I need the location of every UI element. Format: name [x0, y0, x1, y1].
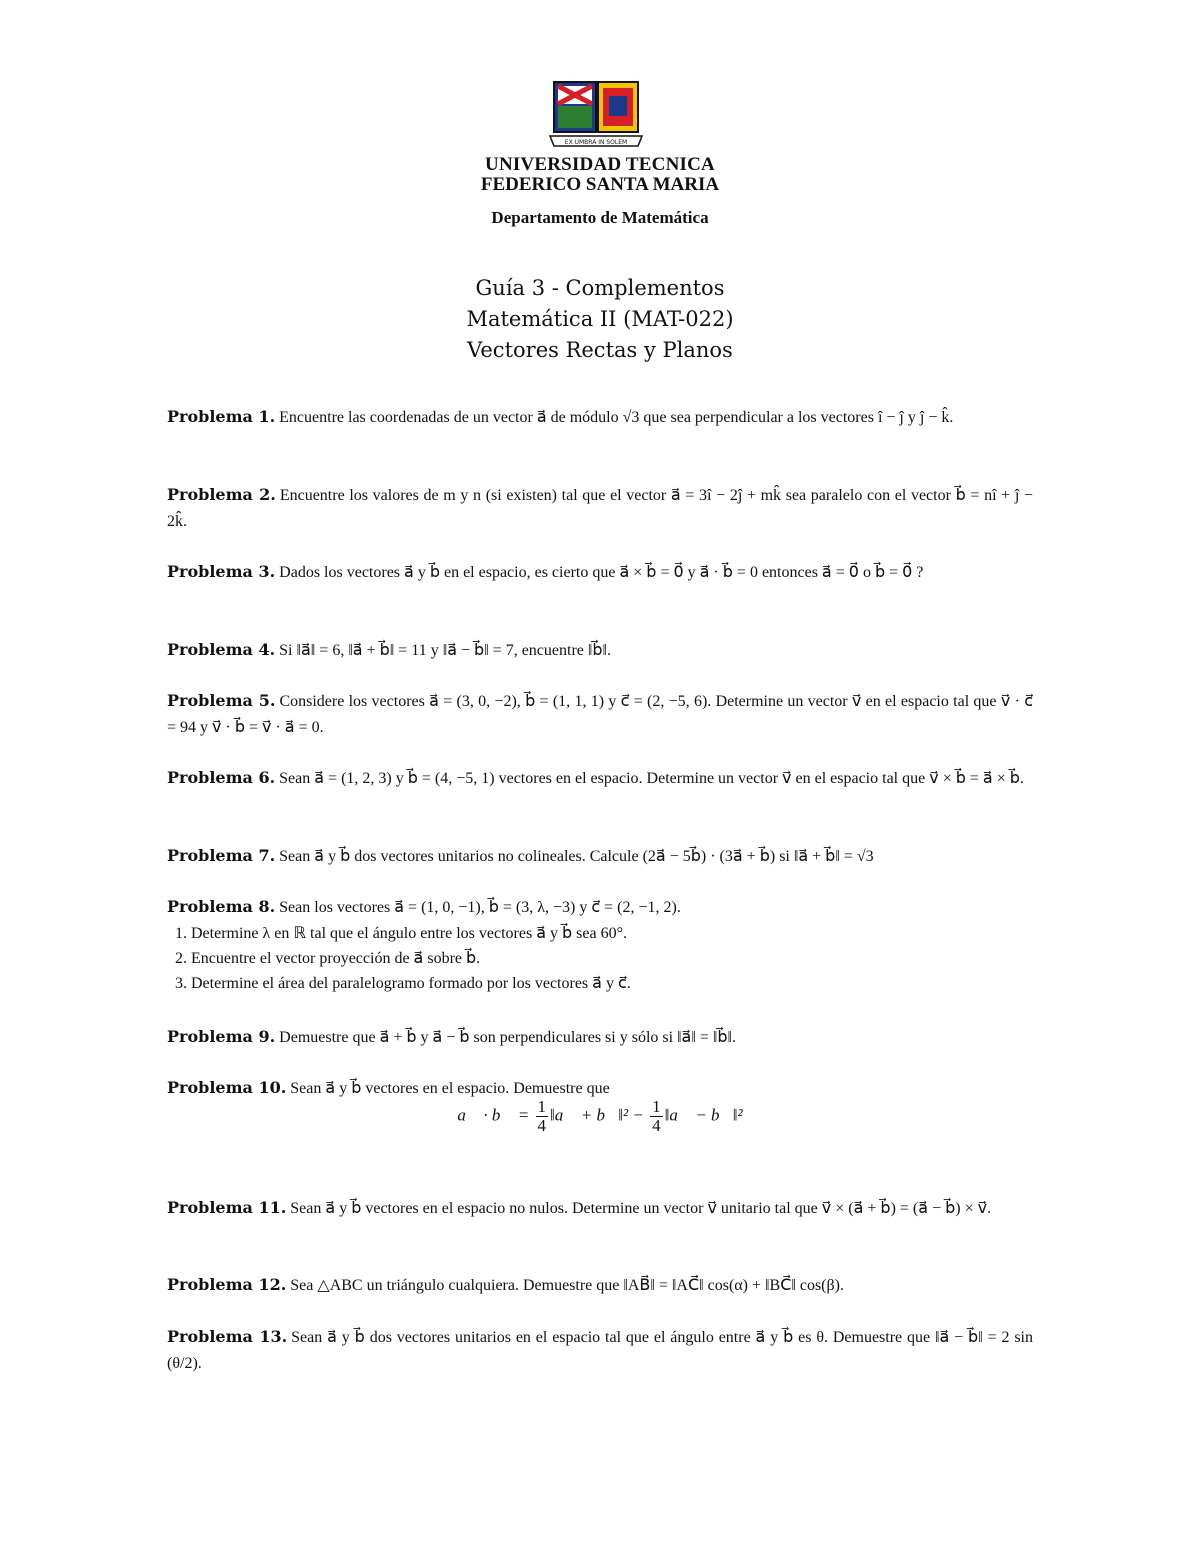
- list-item: 3. Determine el área del paralelogramo formado por los vectores a⃗ y c⃗.: [191, 971, 1033, 996]
- problem-label: Problema 13.: [167, 1327, 288, 1346]
- list-item: 1. Determine λ en ℝ tal que el ángulo entre los vectores a⃗ y b⃗ sea 60°.: [191, 921, 1033, 946]
- problem-text: Sean a⃗ = (1, 2, 3) y b⃗ = (4, −5, 1) vectores en el espacio. Determine un vector v⃗ en el espacio tal que v⃗ × b⃗ = a⃗ × b⃗.: [279, 770, 1024, 787]
- problem-text: Sean a⃗ y b⃗ vectores en el espacio. Demuestre que: [290, 1080, 610, 1097]
- equation-lhs: a⃗ · b⃗ =: [457, 1105, 530, 1125]
- problem-text: Dados los vectores a⃗ y b⃗ en el espacio, es cierto que a⃗ × b⃗ = 0⃗ y a⃗ · b⃗ = 0 entonces a⃗ = 0⃗ o b⃗ = 0⃗ ?: [279, 564, 924, 581]
- problem-text: Si ‖a⃗‖ = 6, ‖a⃗ + b⃗‖ = 11 y ‖a⃗ − b⃗‖ = 7, encuentre ‖b⃗‖.: [279, 642, 612, 659]
- problem-label: Problema 7.: [167, 846, 276, 865]
- university-crest-logo: [546, 80, 646, 154]
- problem-11: [167, 1195, 1033, 1222]
- problem-label: Problema 10.: [167, 1078, 287, 1097]
- problem-text: Demuestre que a⃗ + b⃗ y a⃗ − b⃗ son perpendiculares si y sólo si ‖a⃗‖ = ‖b⃗‖.: [279, 1029, 737, 1046]
- problem-text: Sean a⃗ y b⃗ dos vectores unitarios en el espacio tal que el ángulo entre a⃗ y b⃗ es θ. Demuestre que ‖a⃗ − b⃗‖ = 2 sin (θ/2).: [167, 1329, 1033, 1372]
- problem-7: [167, 843, 1033, 870]
- problem-label: Problema 8.: [167, 897, 276, 916]
- problem-label: Problema 5.: [167, 691, 276, 710]
- problem-text: Sean a⃗ y b⃗ vectores en el espacio no nulos. Determine un vector v⃗ unitario tal que v⃗ × (a⃗ + b⃗) = (a⃗ − b⃗) × v⃗.: [290, 1200, 992, 1217]
- document-title: Guía 3 - Complementos: [475, 276, 725, 300]
- fraction-numerator: 1: [652, 1097, 661, 1116]
- problem-label: Problema 12.: [167, 1275, 287, 1294]
- problem-label: Problema 2.: [167, 485, 276, 504]
- problem-13: [167, 1324, 1033, 1377]
- problem-label: Problema 1.: [167, 407, 276, 426]
- fraction: [536, 1098, 549, 1135]
- problem-10-equation: [0, 1098, 1200, 1135]
- problem-12: [167, 1272, 1033, 1299]
- fraction: [650, 1098, 663, 1135]
- problem-label: Problema 3.: [167, 562, 276, 581]
- problem-6: [167, 765, 1033, 792]
- svg-text:EX UMBRA IN SOLEM: EX UMBRA IN SOLEM: [564, 139, 628, 146]
- equation-minus: −: [632, 1105, 644, 1125]
- fraction-denominator: 4: [537, 1116, 547, 1135]
- problem-text: Encuentre las coordenadas de un vector a⃗ de módulo √3 que sea perpendicular a los vectores î − ĵ y ĵ − k̂.: [279, 409, 954, 426]
- problem-text: Encuentre los valores de m y n (si existen) tal que el vector a⃗ = 3î − 2ĵ + mk̂ sea paralelo con el vector b⃗ = nî + ĵ − 2k̂.: [167, 487, 1033, 530]
- equation-term1: ‖a⃗ + b⃗‖²: [550, 1105, 629, 1125]
- problem-text: Sean a⃗ y b⃗ dos vectores unitarios no colineales. Calcule (2a⃗ − 5b⃗) · (3a⃗ + b⃗) si ‖a⃗ + b⃗‖ = √3: [279, 848, 874, 865]
- problem-label: Problema 6.: [167, 768, 276, 787]
- problem-label: Problema 4.: [167, 640, 276, 659]
- problem-text: Sean los vectores a⃗ = (1, 0, −1), b⃗ = (3, λ, −3) y c⃗ = (2, −1, 2).: [279, 899, 681, 916]
- equation-term2: ‖a⃗ − b⃗‖²: [664, 1105, 743, 1125]
- course-name: Matemática II (MAT-022): [466, 307, 734, 331]
- problem-9: [167, 1024, 1033, 1051]
- fraction-denominator: 4: [652, 1116, 661, 1135]
- problem-5: [167, 688, 1033, 741]
- problem-2: [167, 482, 1033, 535]
- problem-4: [167, 637, 1033, 664]
- problem-3: [167, 559, 1033, 586]
- topic-title: Vectores Rectas y Planos: [467, 338, 733, 362]
- institution-name-line2: FEDERICO SANTA MARIA: [480, 174, 720, 195]
- list-item: 2. Encuentre el vector proyección de a⃗ sobre b⃗.: [191, 946, 1033, 971]
- problem-1: [167, 404, 1033, 431]
- problem-label: Problema 11.: [167, 1198, 287, 1217]
- problem-8-subitems: [167, 921, 1033, 996]
- department-name: Departamento de Matemática: [491, 208, 709, 227]
- institution-name-line1: UNIVERSIDAD TECNICA: [485, 154, 715, 175]
- problem-label: Problema 9.: [167, 1027, 276, 1046]
- problem-8: [167, 894, 1033, 996]
- fraction-numerator: 1: [537, 1097, 547, 1116]
- problem-text: Considere los vectores a⃗ = (3, 0, −2), b⃗ = (1, 1, 1) y c⃗ = (2, −5, 6). Determine un vector v⃗ en el espacio tal que v⃗ · c⃗ = 94 y v⃗ · b⃗ = v⃗ · a⃗ = 0.: [167, 693, 1033, 736]
- problem-text: Sea △ABC un triángulo cualquiera. Demuestre que ‖AB⃗‖ = ‖AC⃗‖ cos(α) + ‖BC⃗‖ cos(β).: [290, 1277, 844, 1294]
